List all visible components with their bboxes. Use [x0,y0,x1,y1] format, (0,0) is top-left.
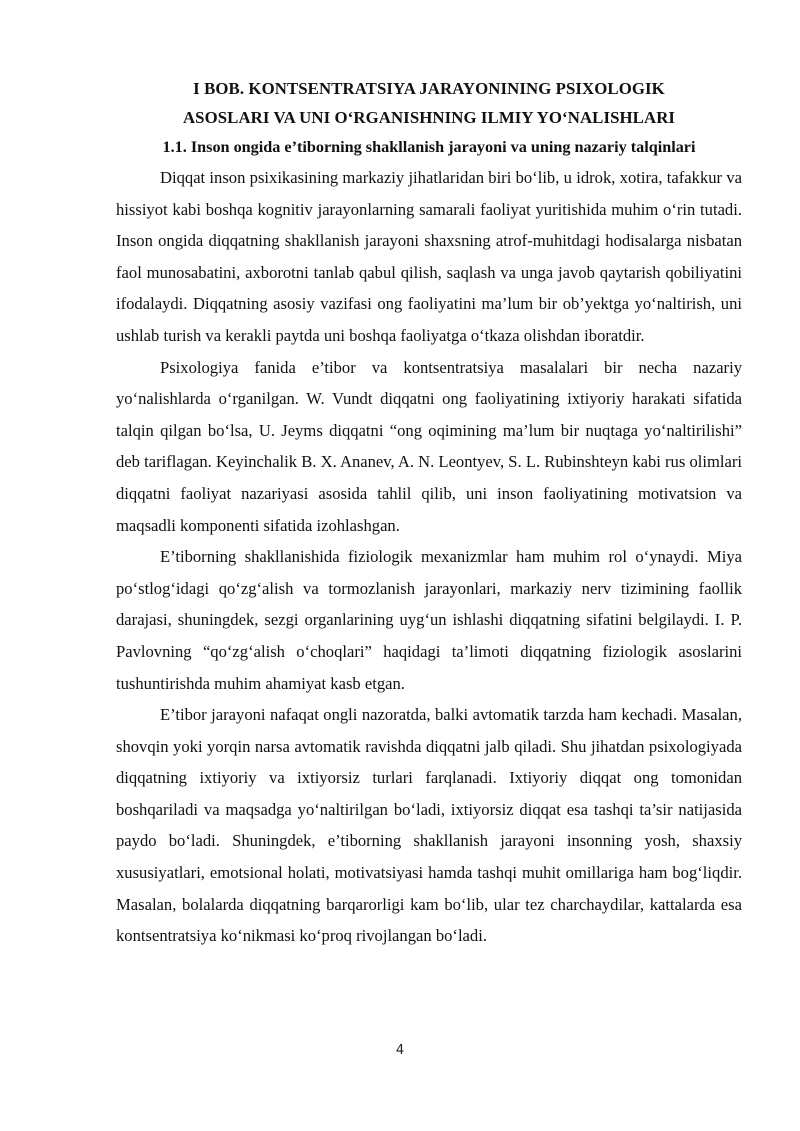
paragraph-4: E’tibor jarayoni nafaqat ongli nazoratda, balki avtomatik tarzda ham kechadi. Masalan, shovqin yoki yorqin narsa avtomatik ravishda diqqatni jalb qiladi. Shu jihatdan psixologiyada diqqatning ixtiyoriy va ixtiyorsiz turlari farqlanadi. Ixtiyoriy diqqat ong tomonidan boshqariladi va maqsadga yo‘naltirilgan bo‘ladi, ixtiyorsiz diqqat esa tashqi ta’sir natijasida paydo bo‘ladi. Shuningdek, e’tiborning shakllanish jarayoni insonning yosh, shaxsiy xususiyatlari, emotsional holati, motivatsiyasi hamda tashqi muhit omillariga ham bog‘liqdir. Masalan, bolalarda diqqatning barqarorligi kam bo‘lib, ular tez charchaydilar, kattalarda esa kontsentratsiya ko‘nikmasi ko‘proq rivojlangan bo‘ladi. [116,705,742,946]
paragraph-2: Psixologiya fanida e’tibor va kontsentratsiya masalalari bir necha nazariy yo‘nalishlarda o‘rganilgan. W. Vundt diqqatni ong faoliyatining ixtiyoriy harakati sifatida talqin qilgan bo‘lsa, U. Jeyms diqqatni “ong oqimining ma’lum bir nuqtaga yo‘naltirilishi” deb tariflagan. Keyinchalik B. X. Ananev, A. N. Leontyev, S. L. Rubinshteyn kabi rus olimlari diqqatni faoliyat nazariyasi asosida tahlil qilib, uni inson faoliyatining motivatsion va maqsadli komponenti sifatida izohlashgan. [116,357,742,535]
page-number: 4 [395,1043,405,1058]
section-title: 1.1. Inson ongida e’tiborning shakllanish jarayoni va uning nazariy talqinlari [162,138,696,156]
paragraph-1: Diqqat inson psixikasining markaziy jihatlaridan biri bo‘lib, u idrok, xotira, tafakkur va hissiyot kabi boshqa kognitiv jarayonlarning samarali faoliyat yuritishida muhim o‘rin tutadi. Inson ongida diqqatning shakllanish jarayoni shaxsning atrof-muhitdagi hodisalarga nisbatan faol munosabatini, axborotni tanlab qabul qilish, saqlash va unga javob qaytarish qobiliyatini ifodalaydi. Diqqatning asosiy vazifasi ong faoliyatini ma’lum bir ob’yektga yo‘naltirish, uni ushlab turish va kerakli paytda uni boshqa faoliyatga o‘tkaza olishdan iboratdir. [116,168,742,345]
chapter-title-line-2: ASOSLARI VA UNI O‘RGANISHNING ILMIY YO‘NALISHLARI [182,108,676,127]
chapter-title [116,74,742,132]
paragraph-3: E’tiborning shakllanishida fiziologik mexanizmlar ham muhim rol o‘ynaydi. Miya po‘stlog‘idagi qo‘zg‘alish va tormozlanish jarayonlari, markaziy nerv tizimining faollik darajasi, shuningdek, sezgi organlarining uyg‘un ishlashi diqqatning sifatini belgilaydi. I. P. Pavlovning “qo‘zg‘alish o‘choqlari” haqidagi ta’limoti diqqatning fiziologik asoslarini tushuntirishda muhim ahamiyat kasb etgan. [116,547,742,693]
chapter-title-line-1: I BOB. KONTSENTRATSIYA JARAYONINING PSIXOLOGIK [193,79,665,98]
page-content [116,74,742,952]
